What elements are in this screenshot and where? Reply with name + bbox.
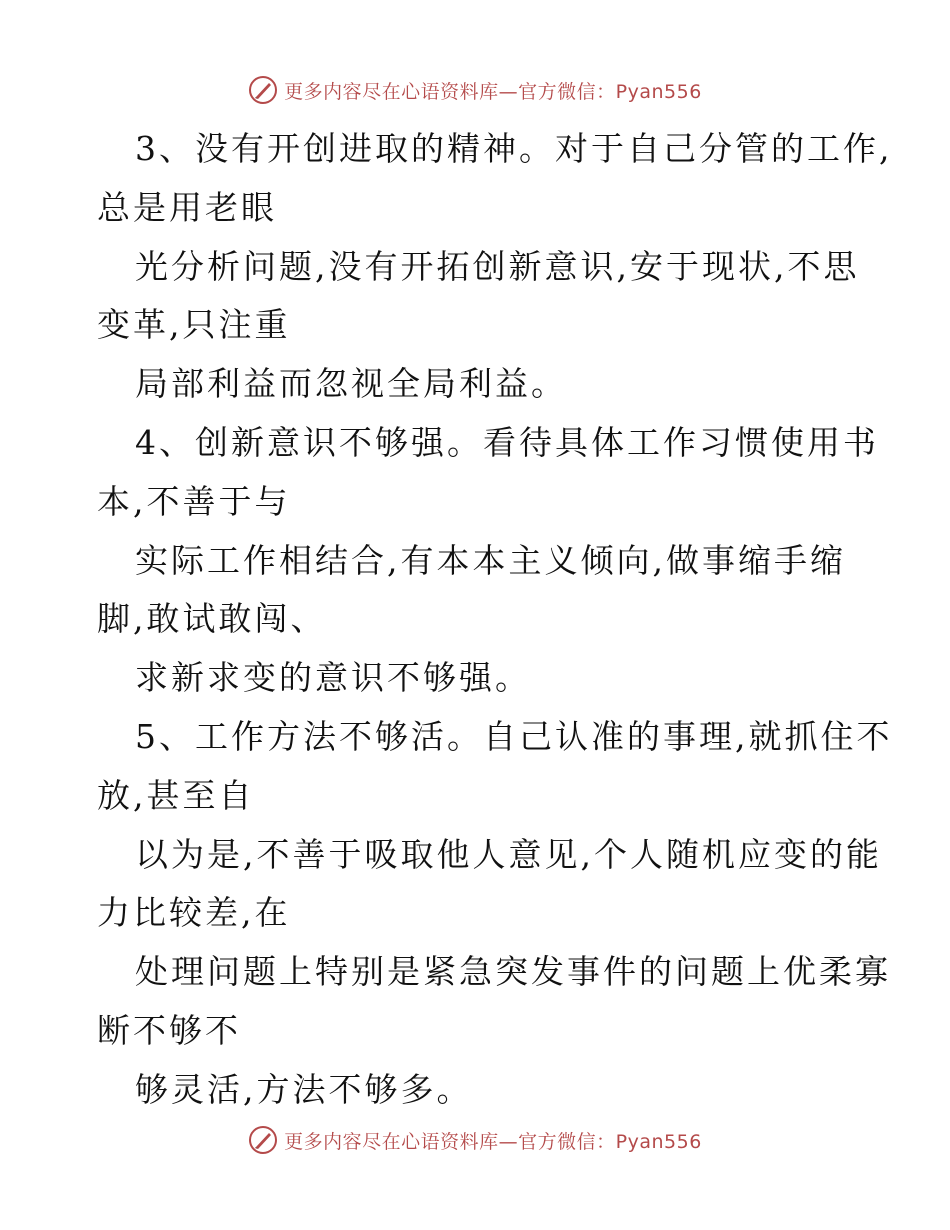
text-line: 力比较差,在: [97, 893, 291, 933]
text-line: 处理问题上特别是紧急突发事件的问题上优柔寡: [135, 952, 891, 992]
text-line: 总是用老眼: [97, 187, 277, 227]
watermark-text: 更多内容尽在心语资料库—官方微信：Pyan556: [284, 80, 702, 103]
quill-logo-icon: [248, 75, 278, 105]
text-line: 以为是,不善于吸取他人意见,个人随机应变的能: [135, 834, 882, 874]
text-line: 脚,敢试敢闯、: [97, 599, 327, 639]
text-line: 放,甚至自: [97, 775, 255, 815]
text-line: 求新求变的意识不够强。: [135, 658, 531, 698]
text-line: 3、没有开创进取的精神。对于自己分管的工作,: [135, 129, 893, 168]
text-line: 本,不善于与: [97, 481, 291, 521]
text-line: 够灵活,方法不够多。: [135, 1069, 473, 1109]
footer-watermark: [0, 1120, 950, 1160]
text-line: 光分析问题,没有开拓创新意识,安于现状,不思: [135, 246, 860, 286]
text-line: 变革,只注重: [97, 305, 291, 345]
text-line: 4、创新意识不够强。看待具体工作习惯使用书: [135, 422, 879, 462]
text-line: 5、工作方法不够活。自己认准的事理,就抓住不: [135, 716, 893, 756]
header-watermark: [0, 70, 950, 110]
document-body: [97, 120, 893, 1120]
text-line: 实际工作相结合,有本本主义倾向,做事缩手缩: [135, 540, 846, 580]
text-line: 断不够不: [97, 1010, 241, 1050]
text-line: 局部利益而忽视全局利益。: [135, 364, 567, 404]
quill-logo-icon: [248, 1125, 278, 1155]
watermark-text: 更多内容尽在心语资料库—官方微信：Pyan556: [284, 1130, 702, 1153]
